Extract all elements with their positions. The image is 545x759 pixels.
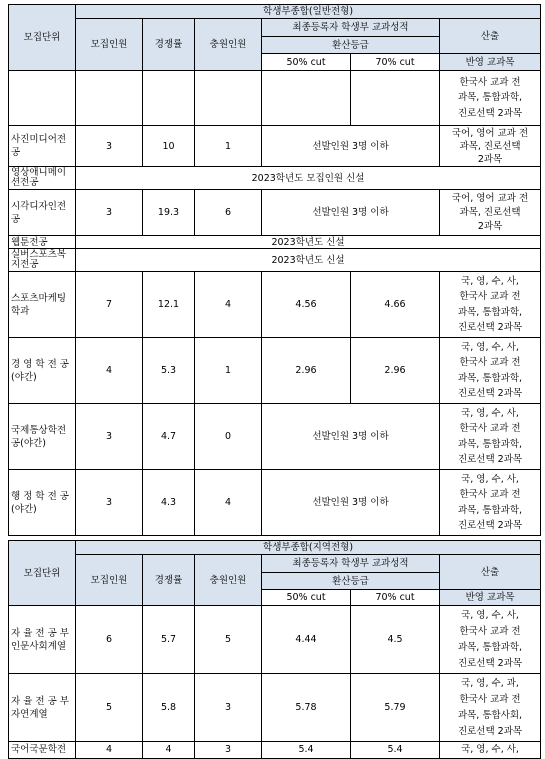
- table-row: [9, 190, 541, 236]
- table-title: 학생부종합(일반전형): [76, 5, 541, 19]
- table-row: [9, 71, 541, 126]
- col-header-competition: 경쟁률: [143, 555, 195, 606]
- quota-cell: 3: [76, 404, 143, 470]
- quota-cell: [76, 71, 143, 126]
- fill-cell: 1: [195, 126, 262, 167]
- table-row: [9, 249, 541, 272]
- cut70-cell: 4.5: [351, 606, 440, 674]
- notice-merged-cell: 2023학년도 신설: [76, 249, 541, 272]
- unit-cell: 실버스포츠복 지전공: [9, 249, 76, 272]
- grade-merged-cell: 선발인원 3명 이하: [262, 190, 440, 236]
- fill-cell: 3: [195, 674, 262, 742]
- competition-cell: 12.1: [143, 272, 195, 338]
- col-header-calc: 산출: [440, 555, 541, 590]
- col-header-70cut: 70% cut: [351, 54, 440, 71]
- competition-cell: 4.7: [143, 404, 195, 470]
- competition-cell: 5.7: [143, 606, 195, 674]
- fill-cell: 6: [195, 190, 262, 236]
- cut70-cell: 2.96: [351, 338, 440, 404]
- col-header-grade-sub: 환산등급: [262, 573, 440, 590]
- col-header-subjects: 반영 교과목: [440, 54, 541, 71]
- quota-cell: 6: [76, 606, 143, 674]
- cut50-cell: 4.56: [262, 272, 351, 338]
- unit-cell: 행 정 학 전 공 (야간): [9, 470, 76, 536]
- unit-cell: 국제통상학전 공(야간): [9, 404, 76, 470]
- quota-cell: 4: [76, 338, 143, 404]
- unit-cell: 시각디자인전 공: [9, 190, 76, 236]
- fill-cell: 0: [195, 404, 262, 470]
- table-row: [9, 338, 541, 404]
- quota-cell: 7: [76, 272, 143, 338]
- subjects-cell: 국, 영, 수, 사, 한국사 교과 전 과목, 통합과학, 진로선택 2과목: [440, 338, 541, 404]
- col-header-subjects: 반영 교과목: [440, 590, 541, 606]
- cut50-cell: [262, 71, 351, 126]
- quota-cell: 3: [76, 470, 143, 536]
- col-header-70cut: 70% cut: [351, 590, 440, 606]
- competition-cell: 4.3: [143, 470, 195, 536]
- table-row: [9, 236, 541, 249]
- fill-cell: 3: [195, 742, 262, 759]
- fill-cell: [195, 71, 262, 126]
- competition-cell: 5.8: [143, 674, 195, 742]
- table-row: [9, 126, 541, 167]
- col-header-grade-sub: 환산등급: [262, 37, 440, 54]
- col-header-50cut: 50% cut: [262, 590, 351, 606]
- table-row: [9, 272, 541, 338]
- unit-cell: 국어국문학전: [9, 742, 76, 759]
- competition-cell: 4: [143, 742, 195, 759]
- col-header-grade: 최종등록자 학생부 교과성적: [262, 19, 440, 37]
- subjects-cell: 국, 영, 수, 사, 한국사 교과 전 과목, 통합과학, 진로선택 2과목: [440, 272, 541, 338]
- subjects-cell: 국, 영, 수, 사,: [440, 742, 541, 759]
- quota-cell: 3: [76, 190, 143, 236]
- cut70-cell: [351, 71, 440, 126]
- cut70-cell: 5.79: [351, 674, 440, 742]
- grade-merged-cell: 선발인원 3명 이하: [262, 404, 440, 470]
- cut50-cell: 5.4: [262, 742, 351, 759]
- quota-cell: 4: [76, 742, 143, 759]
- col-header-quota: 모집인원: [76, 19, 143, 71]
- col-header-competition: 경쟁률: [143, 19, 195, 71]
- fill-cell: 1: [195, 338, 262, 404]
- unit-cell: 자 율 전 공 부 인문사회계열: [9, 606, 76, 674]
- table-row: [9, 167, 541, 190]
- subjects-cell: 국, 영, 수, 과, 한국사 교과 전 과목, 통합사회, 진로선택 2과목: [440, 674, 541, 742]
- grade-merged-cell: 선발인원 3명 이하: [262, 470, 440, 536]
- col-header-50cut: 50% cut: [262, 54, 351, 71]
- table-row: [9, 674, 541, 742]
- quota-cell: 5: [76, 674, 143, 742]
- cut70-cell: 4.66: [351, 272, 440, 338]
- competition-cell: [143, 71, 195, 126]
- unit-cell: 경 영 학 전 공 (야간): [9, 338, 76, 404]
- col-header-fill: 충원인원: [195, 555, 262, 606]
- table-row: [9, 404, 541, 470]
- cut70-cell: 5.4: [351, 742, 440, 759]
- table-row: [9, 606, 541, 674]
- unit-cell: 자 율 전 공 부 자연계열: [9, 674, 76, 742]
- unit-cell: 사진미디어전 공: [9, 126, 76, 167]
- cut50-cell: 5.78: [262, 674, 351, 742]
- cut50-cell: 2.96: [262, 338, 351, 404]
- table-title: 학생부종합(지역전형): [76, 541, 541, 555]
- col-header-unit: 모집단위: [9, 5, 76, 71]
- unit-cell: 웹툰전공: [9, 236, 76, 249]
- competition-cell: 10: [143, 126, 195, 167]
- competition-cell: 5.3: [143, 338, 195, 404]
- col-header-grade: 최종등록자 학생부 교과성적: [262, 555, 440, 573]
- col-header-calc: 산출: [440, 19, 541, 54]
- subjects-cell: 국, 영, 수, 사, 한국사 교과 전 과목, 통합과학, 진로선택 2과목: [440, 404, 541, 470]
- unit-cell: 영상애니메이 션전공: [9, 167, 76, 190]
- subjects-cell: 국, 영, 수, 사, 한국사 교과 전 과목, 통합과학, 진로선택 2과목: [440, 606, 541, 674]
- table-row: [9, 470, 541, 536]
- col-header-fill: 충원인원: [195, 19, 262, 71]
- unit-cell: [9, 71, 76, 126]
- cut50-cell: 4.44: [262, 606, 351, 674]
- notice-merged-cell: 2023학년도 신설: [76, 236, 541, 249]
- subjects-cell: 국, 영, 수, 사, 한국사 교과 전 과목, 통합과학, 진로선택 2과목: [440, 470, 541, 536]
- col-header-unit: 모집단위: [9, 541, 76, 606]
- unit-cell: 스포츠마케팅 학과: [9, 272, 76, 338]
- fill-cell: 4: [195, 272, 262, 338]
- subjects-cell: 국어, 영어 교과 전 과목, 진로선택 2과목: [440, 126, 541, 167]
- notice-merged-cell: 2023학년도 모집인원 신설: [76, 167, 541, 190]
- competition-cell: 19.3: [143, 190, 195, 236]
- admission-table-general: [8, 4, 541, 536]
- quota-cell: 3: [76, 126, 143, 167]
- admission-table-regional: [8, 540, 541, 759]
- grade-merged-cell: 선발인원 3명 이하: [262, 126, 440, 167]
- subjects-cell: 국어, 영어 교과 전 과목, 진로선택 2과목: [440, 190, 541, 236]
- fill-cell: 5: [195, 606, 262, 674]
- subjects-cell: 한국사 교과 전 과목, 통합과학, 진로선택 2과목: [440, 71, 541, 126]
- col-header-quota: 모집인원: [76, 555, 143, 606]
- fill-cell: 4: [195, 470, 262, 536]
